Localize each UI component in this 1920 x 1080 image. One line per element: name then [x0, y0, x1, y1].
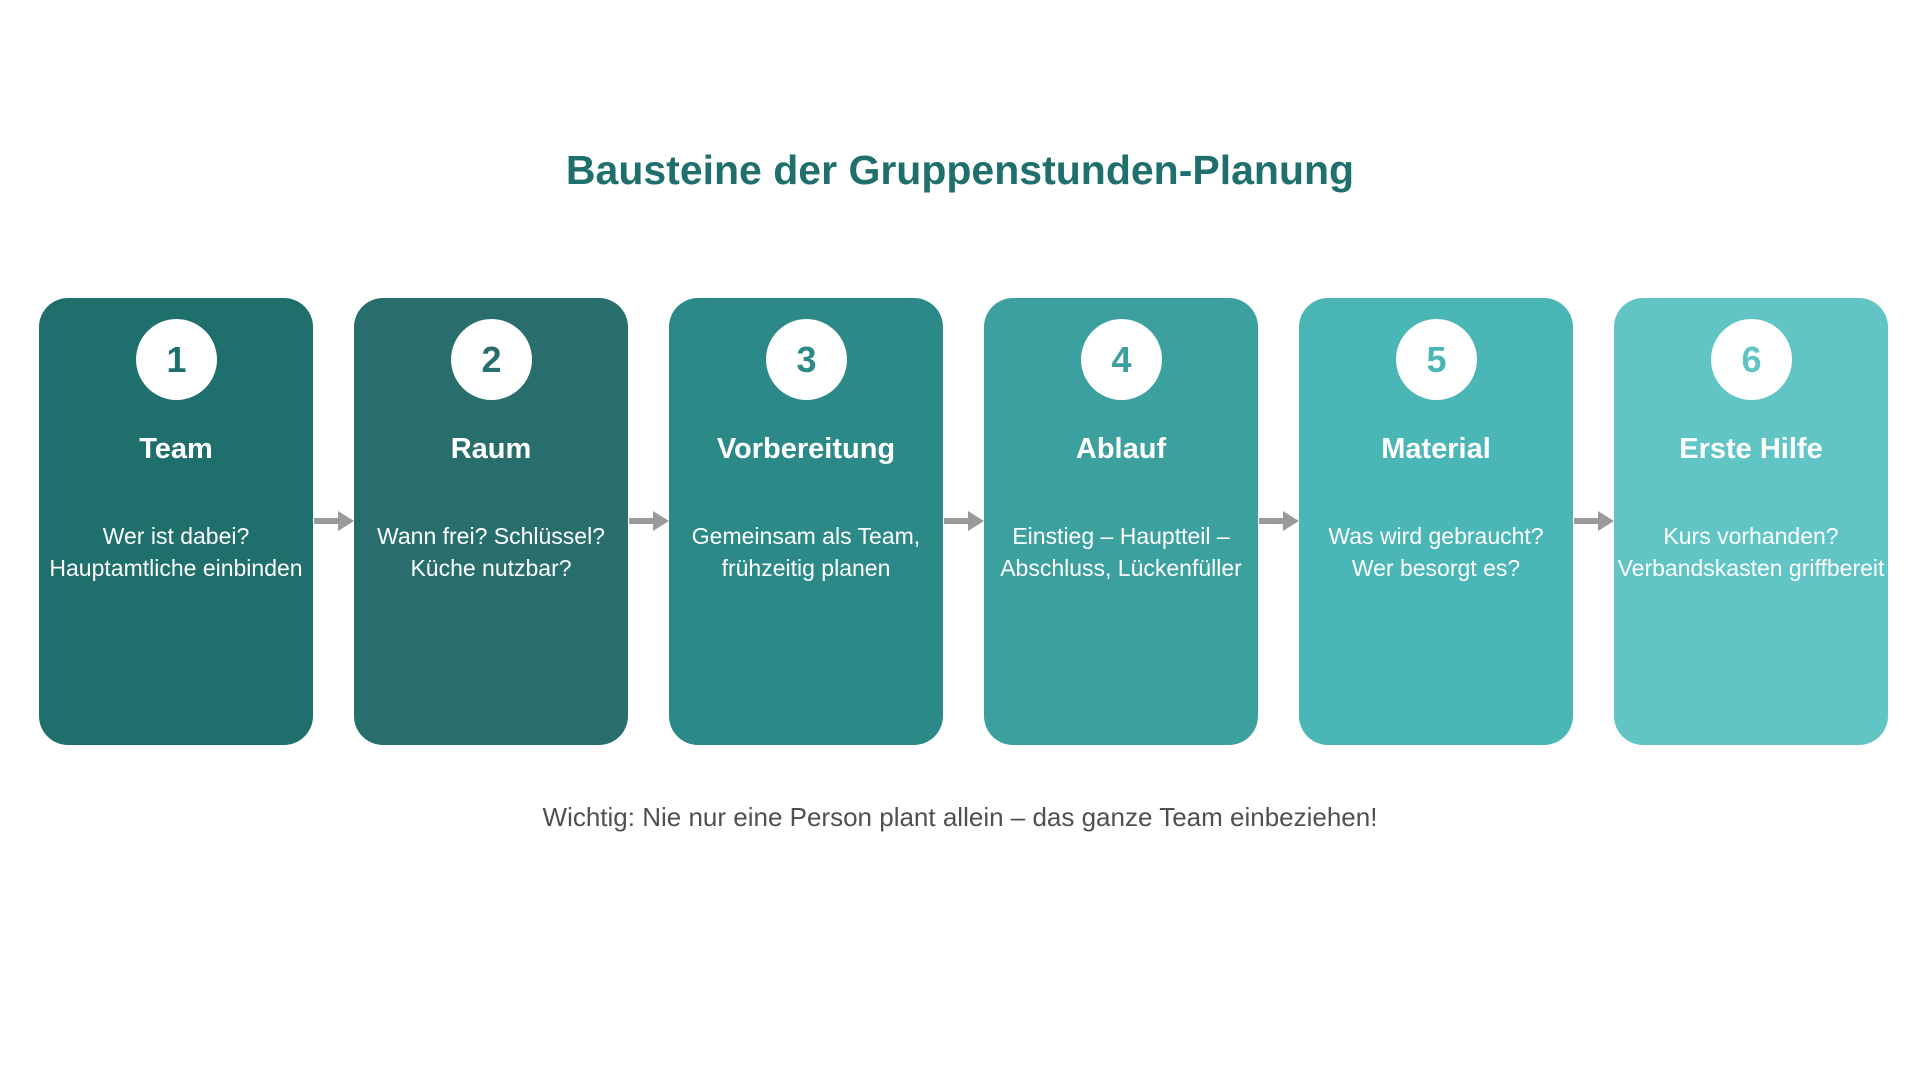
- step-description: [669, 520, 943, 584]
- step-description-line: Einstieg – Hauptteil –: [1012, 523, 1230, 549]
- step-title: Raum: [450, 433, 532, 465]
- step-number-badge: 4: [1081, 319, 1162, 400]
- diagram-title: Bausteine der Gruppenstunden-Planung: [565, 147, 1355, 193]
- arrow-right-icon: [314, 508, 354, 534]
- step-description: [39, 520, 313, 584]
- arrow-right-icon: [629, 508, 669, 534]
- step-card-ablauf: [984, 298, 1258, 745]
- step-card-erste-hilfe: [1614, 298, 1888, 745]
- step-card-material: [1299, 298, 1573, 745]
- step-card-raum: [354, 298, 628, 745]
- step-title: Ablauf: [1075, 433, 1167, 465]
- step-title: Material: [1381, 433, 1491, 465]
- step-description-line: Hauptamtliche einbinden: [49, 555, 303, 581]
- step-description-line: Wann frei? Schlüssel?: [377, 523, 605, 549]
- step-number-badge: 3: [766, 319, 847, 400]
- step-title: Team: [139, 433, 213, 465]
- step-card-vorbereitung: [669, 298, 943, 745]
- step-number-badge: 5: [1396, 319, 1477, 400]
- step-description-line: Verbandskasten griffbereit: [1617, 555, 1885, 581]
- step-description-line: Abschluss, Lückenfüller: [1000, 555, 1242, 581]
- step-card-team: [39, 298, 313, 745]
- step-description: [1614, 520, 1888, 584]
- step-description: [1299, 520, 1573, 584]
- arrow-right-icon: [1259, 508, 1299, 534]
- step-description-line: Gemeinsam als Team,: [691, 523, 921, 549]
- step-number-badge: 6: [1711, 319, 1792, 400]
- step-description-line: Was wird gebraucht?: [1328, 523, 1544, 549]
- step-description-line: Kurs vorhanden?: [1663, 523, 1839, 549]
- step-description: [984, 520, 1258, 584]
- arrow-right-icon: [1574, 508, 1614, 534]
- step-description-line: Küche nutzbar?: [410, 555, 572, 581]
- step-title: Erste Hilfe: [1679, 433, 1823, 465]
- step-description: [354, 520, 628, 584]
- footer-note: Wichtig: Nie nur eine Person plant allein – das ganze Team einbeziehen!: [542, 802, 1378, 832]
- step-number-badge: 1: [136, 319, 217, 400]
- step-title: Vorbereitung: [716, 433, 896, 465]
- step-description-line: Wer besorgt es?: [1351, 555, 1521, 581]
- arrow-right-icon: [944, 508, 984, 534]
- step-number-badge: 2: [451, 319, 532, 400]
- step-description-line: Wer ist dabei?: [102, 523, 250, 549]
- step-description-line: frühzeitig planen: [721, 555, 891, 581]
